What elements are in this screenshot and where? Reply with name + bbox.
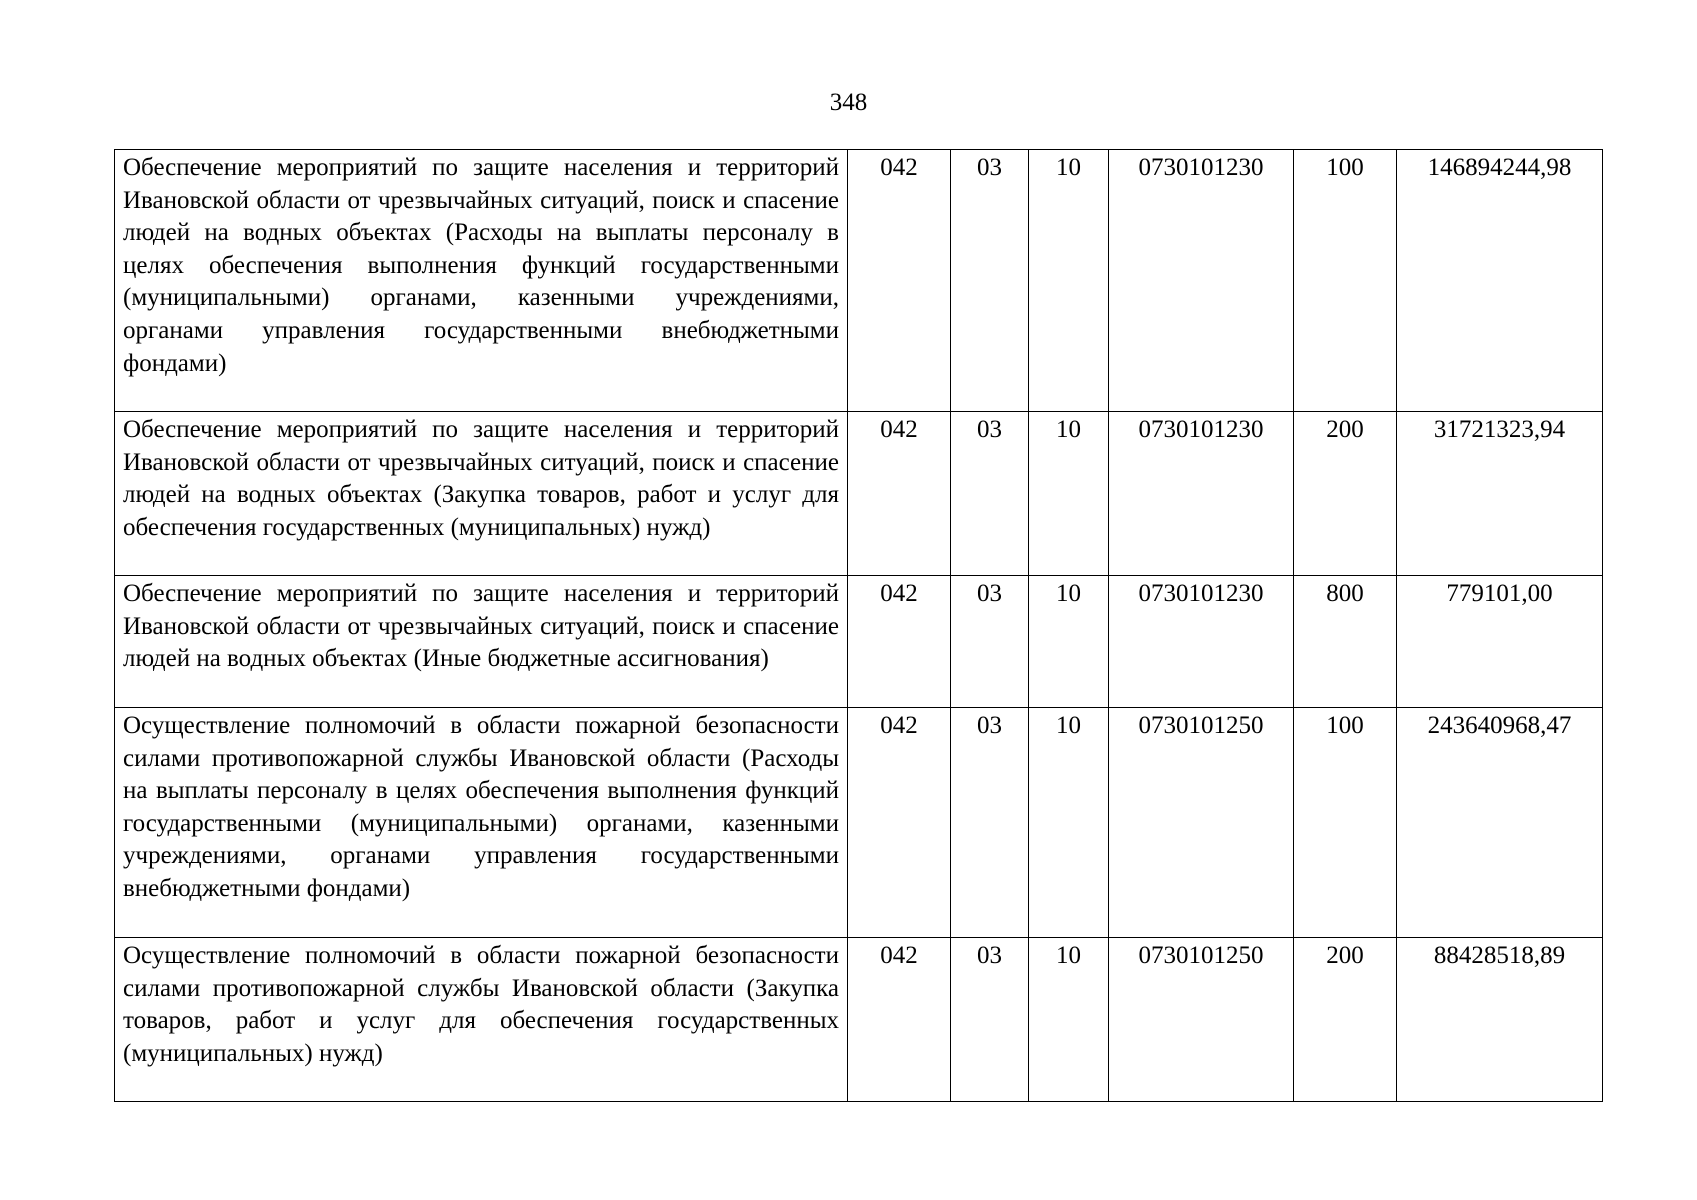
row-amount: 88428518,89 — [1397, 938, 1603, 1102]
row-section-code: 03 — [951, 576, 1029, 708]
budget-table — [114, 149, 1603, 1102]
row-amount: 243640968,47 — [1397, 708, 1603, 938]
page-number: 348 — [829, 89, 868, 116]
row-section-code: 03 — [951, 412, 1029, 576]
row-description: Обеспечение мероприятий по защите населения и территорий Ивановской области от чрезвычайных ситуаций, поиск и спасение людей на водных объектах (Закупка товаров, работ и услуг для обеспечения государственных (муниципальных) нужд) — [115, 412, 848, 576]
row-amount: 146894244,98 — [1397, 150, 1603, 412]
row-expense-type-code: 200 — [1294, 938, 1397, 1102]
row-ministry-code: 042 — [848, 708, 951, 938]
row-section-code: 03 — [951, 708, 1029, 938]
table-row — [115, 708, 1603, 938]
row-subsection-code: 10 — [1029, 938, 1109, 1102]
row-description: Обеспечение мероприятий по защите населения и территорий Ивановской области от чрезвычайных ситуаций, поиск и спасение людей на водных объектах (Иные бюджетные ассигнования) — [115, 576, 848, 708]
row-expense-type-code: 200 — [1294, 412, 1397, 576]
row-ministry-code: 042 — [848, 576, 951, 708]
row-ministry-code: 042 — [848, 412, 951, 576]
row-description: Осуществление полномочий в области пожарной безопасности силами противопожарной службы Ивановской области (Закупка товаров, работ и услуг для обеспечения государственных (муниципальных) нужд) — [115, 938, 848, 1102]
row-ministry-code: 042 — [848, 938, 951, 1102]
row-target-article-code: 0730101230 — [1109, 576, 1294, 708]
row-amount: 779101,00 — [1397, 576, 1603, 708]
row-description: Обеспечение мероприятий по защите населения и территорий Ивановской области от чрезвычайных ситуаций, поиск и спасение людей на водных объектах (Расходы на выплаты персоналу в целях обеспечения выполнения функций государственными (муниципальными) органами, казенными учреждениями, органами управления государственными внебюджетными фондами) — [115, 150, 848, 412]
row-subsection-code: 10 — [1029, 708, 1109, 938]
table-row — [115, 576, 1603, 708]
row-target-article-code: 0730101250 — [1109, 708, 1294, 938]
table-row — [115, 938, 1603, 1102]
row-target-article-code: 0730101250 — [1109, 938, 1294, 1102]
row-amount: 31721323,94 — [1397, 412, 1603, 576]
row-expense-type-code: 100 — [1294, 150, 1397, 412]
row-section-code: 03 — [951, 150, 1029, 412]
row-expense-type-code: 100 — [1294, 708, 1397, 938]
row-section-code: 03 — [951, 938, 1029, 1102]
row-target-article-code: 0730101230 — [1109, 412, 1294, 576]
table-row — [115, 412, 1603, 576]
row-target-article-code: 0730101230 — [1109, 150, 1294, 412]
row-subsection-code: 10 — [1029, 412, 1109, 576]
row-ministry-code: 042 — [848, 150, 951, 412]
row-subsection-code: 10 — [1029, 150, 1109, 412]
table-row — [115, 150, 1603, 412]
row-expense-type-code: 800 — [1294, 576, 1397, 708]
row-subsection-code: 10 — [1029, 576, 1109, 708]
row-description: Осуществление полномочий в области пожарной безопасности силами противопожарной службы Ивановской области (Расходы на выплаты персоналу в целях обеспечения выполнения функций государственными (муниципальными) органами, казенными учреждениями, органами управления государственными внебюджетными фондами) — [115, 708, 848, 938]
